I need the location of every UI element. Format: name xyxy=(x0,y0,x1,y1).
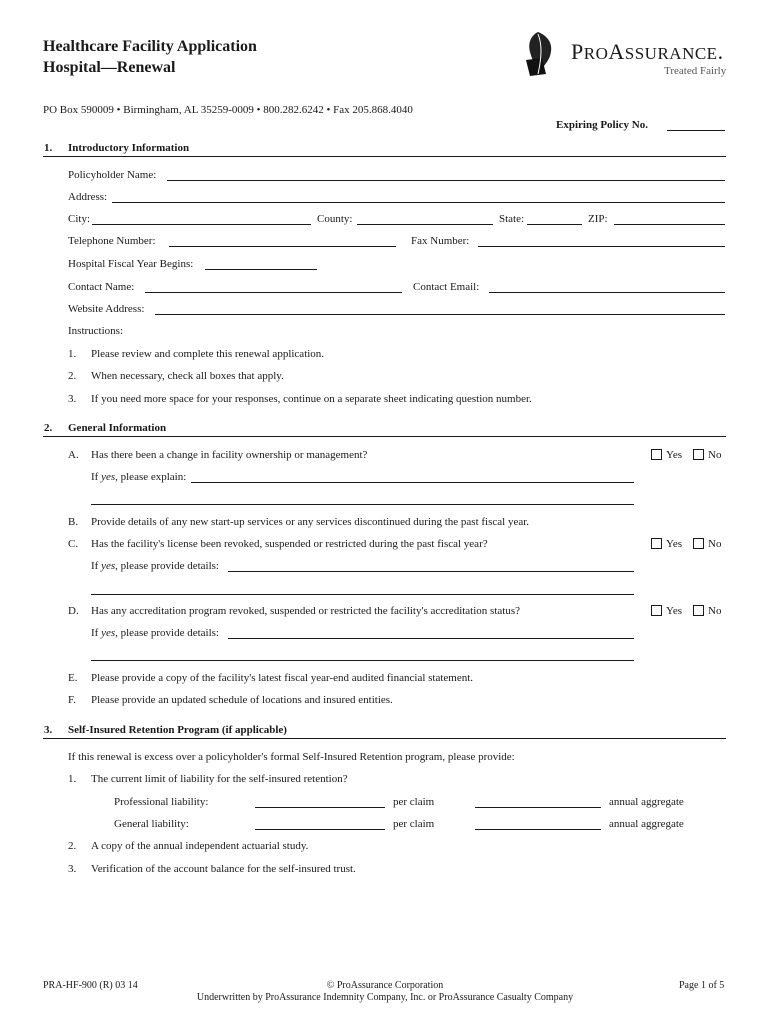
question-letter: F. xyxy=(68,694,76,706)
yes-label: Yes xyxy=(666,449,683,461)
brand-logo: PROASSURANCE. xyxy=(571,39,724,64)
question-letter: B. xyxy=(68,516,79,528)
yes-label: Yes xyxy=(666,605,683,617)
state-label: State: xyxy=(499,213,525,225)
expiring-policy-field[interactable] xyxy=(667,130,725,131)
question-letter: C. xyxy=(68,538,79,550)
qa-no-checkbox[interactable] xyxy=(693,449,704,460)
expiring-policy-label: Expiring Policy No. xyxy=(556,119,648,131)
no-label: No xyxy=(708,538,722,550)
instruction-number: 2. xyxy=(68,370,77,382)
instruction-text: When necessary, check all boxes that apply. xyxy=(91,370,284,382)
telephone-label: Telephone Number: xyxy=(68,235,156,247)
contact-email-label: Contact Email: xyxy=(413,281,480,293)
if-yes-details-label: If yes, please provide details: xyxy=(91,560,219,572)
qa-explain-field[interactable] xyxy=(191,482,634,483)
website-field[interactable] xyxy=(155,314,725,315)
address-field[interactable] xyxy=(112,202,725,203)
policyholder-field[interactable] xyxy=(167,180,725,181)
zip-label: ZIP: xyxy=(588,213,608,225)
instruction-number: 1. xyxy=(68,348,77,360)
question-e-text: Please provide a copy of the facility's latest fiscal year-end audited financial statement. xyxy=(91,672,474,684)
qc-yes-checkbox[interactable] xyxy=(651,538,662,549)
no-label: No xyxy=(708,449,722,461)
qa-yes-checkbox[interactable] xyxy=(651,449,662,460)
if-yes-explain-label: If yes, please explain: xyxy=(91,471,187,483)
section3-rule xyxy=(43,738,726,739)
general-per-claim-field[interactable] xyxy=(255,829,385,830)
question-letter: E. xyxy=(68,672,78,684)
qa-explain-field-2[interactable] xyxy=(91,504,634,505)
section3-title: Self-Insured Retention Program (if applicable) xyxy=(68,724,287,736)
contact-name-field[interactable] xyxy=(145,292,402,293)
section2-number: 2. xyxy=(44,422,53,434)
state-field[interactable] xyxy=(527,224,582,225)
section2-rule xyxy=(43,436,726,437)
quill-feather-icon xyxy=(520,30,566,78)
instructions-label: Instructions: xyxy=(68,325,123,337)
instruction-number: 3. xyxy=(68,393,77,405)
if-yes-details-label: If yes, please provide details: xyxy=(91,627,219,639)
professional-per-claim-field[interactable] xyxy=(255,807,385,808)
footer-copyright: © ProAssurance Corporation xyxy=(326,980,444,991)
fiscal-year-field[interactable] xyxy=(205,269,317,270)
item3-text: Verification of the account balance for the self-insured trust. xyxy=(91,863,356,875)
county-field[interactable] xyxy=(357,224,493,225)
county-label: County: xyxy=(317,213,353,225)
item-number: 1. xyxy=(68,773,77,785)
qc-details-field-2[interactable] xyxy=(91,594,634,595)
question-d-text: Has any accreditation program revoked, suspended or restricted the facility's accreditation status? xyxy=(91,605,520,617)
page-number: Page 1 of 5 xyxy=(679,980,725,991)
question-c-text: Has the facility's license been revoked, suspended or restricted during the past fiscal year? xyxy=(91,538,488,550)
brand-tagline: Treated Fairly xyxy=(664,65,727,77)
per-claim-label: per claim xyxy=(393,796,435,808)
general-aggregate-field[interactable] xyxy=(475,829,601,830)
section1-rule xyxy=(43,156,726,157)
item2-text: A copy of the annual independent actuarial study. xyxy=(91,840,309,852)
policyholder-label: Policyholder Name: xyxy=(68,169,157,181)
per-claim-label: per claim xyxy=(393,818,435,830)
question-letter: D. xyxy=(68,605,79,617)
fax-field[interactable] xyxy=(478,246,725,247)
company-address: PO Box 590009 • Birmingham, AL 35259-0009 • 800.282.6242 • Fax 205.868.4040 xyxy=(43,104,413,116)
professional-aggregate-field[interactable] xyxy=(475,807,601,808)
qd-yes-checkbox[interactable] xyxy=(651,605,662,616)
annual-aggregate-label: annual aggregate xyxy=(609,796,684,808)
annual-aggregate-label: annual aggregate xyxy=(609,818,684,830)
fax-label: Fax Number: xyxy=(411,235,470,247)
section2-title: General Information xyxy=(68,422,167,434)
city-field[interactable] xyxy=(92,224,311,225)
address-label: Address: xyxy=(68,191,108,203)
section3-number: 3. xyxy=(44,724,53,736)
footer-underwritten: Underwritten by ProAssurance Indemnity Company, Inc. or ProAssurance Casualty Company xyxy=(196,992,574,1003)
zip-field[interactable] xyxy=(614,224,725,225)
form-code: PRA-HF-900 (R) 03 14 xyxy=(43,980,138,991)
question-b-text: Provide details of any new start-up services or any services discontinued during the past fiscal year. xyxy=(91,516,530,528)
qd-details-field-2[interactable] xyxy=(91,660,634,661)
qc-details-field[interactable] xyxy=(228,571,634,572)
no-label: No xyxy=(708,605,722,617)
yes-label: Yes xyxy=(666,538,683,550)
professional-liability-label: Professional liability: xyxy=(114,796,209,808)
item1-text: The current limit of liability for the self-insured retention? xyxy=(91,773,348,785)
contact-email-field[interactable] xyxy=(489,292,725,293)
general-liability-label: General liability: xyxy=(114,818,189,830)
telephone-field[interactable] xyxy=(169,246,396,247)
section3-intro: If this renewal is excess over a policyholder's formal Self-Insured Retention program, please provide: xyxy=(68,751,515,763)
contact-name-label: Contact Name: xyxy=(68,281,135,293)
fiscal-year-label: Hospital Fiscal Year Begins: xyxy=(68,258,194,270)
item-number: 3. xyxy=(68,863,77,875)
qd-details-field[interactable] xyxy=(228,638,634,639)
instruction-text: Please review and complete this renewal application. xyxy=(91,348,325,360)
question-a-text: Has there been a change in facility ownership or management? xyxy=(91,449,368,461)
city-label: City: xyxy=(68,213,91,225)
form-title: Healthcare Facility Application xyxy=(43,38,257,55)
question-f-text: Please provide an updated schedule of locations and insured entities. xyxy=(91,694,393,706)
item-number: 2. xyxy=(68,840,77,852)
website-label: Website Address: xyxy=(68,303,145,315)
form-subtitle: Hospital—Renewal xyxy=(43,59,176,76)
section1-title: Introductory Information xyxy=(68,142,190,154)
qd-no-checkbox[interactable] xyxy=(693,605,704,616)
question-letter: A. xyxy=(68,449,79,461)
section1-number: 1. xyxy=(44,142,53,154)
instruction-text: If you need more space for your responses, continue on a separate sheet indicating question number. xyxy=(91,393,532,405)
qc-no-checkbox[interactable] xyxy=(693,538,704,549)
